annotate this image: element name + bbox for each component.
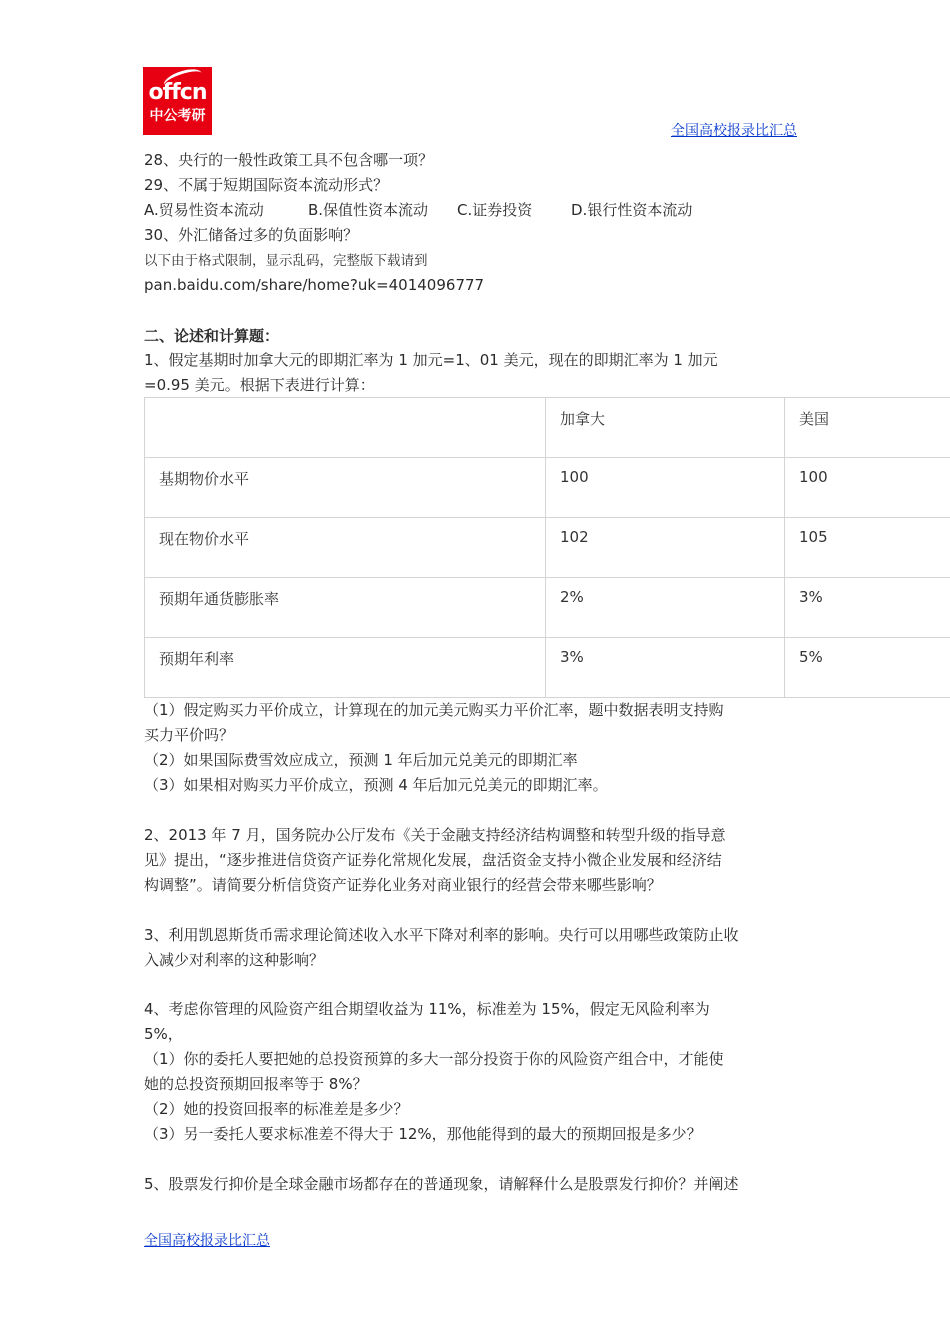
table-cell: 105: [785, 518, 950, 578]
problem-1-sub-2: （2）如果国际费雪效应成立，预测 1 年后加元兑美元的即期汇率: [144, 751, 578, 769]
table-cell: 100: [785, 458, 950, 518]
problem-2-line-2: 见》提出，“逐步推进信贷资产证券化常规化发展，盘活资金支持小微企业发展和经济结: [144, 851, 722, 869]
table-row: [145, 518, 950, 578]
problem-4-sub-3: （3）另一委托人要求标准差不得大于 12%，那他能得到的最大的预期回报是多少？: [144, 1125, 702, 1143]
table-row: [145, 638, 950, 698]
problem-1-line-2: =0.95 美元。根据下表进行计算：: [144, 376, 375, 394]
problem-5-line-1: 5、股票发行抑价是全球金融市场都存在的普通现象，请解释什么是股票发行抑价？并阐述: [144, 1175, 739, 1193]
table-cell: 预期年通货膨胀率: [145, 578, 546, 638]
table-cell: 预期年利率: [145, 638, 546, 698]
problem-1-sub-3: （3）如果相对购买力平价成立，预测 4 年后加元兑美元的即期汇率。: [144, 776, 608, 794]
logo-text-en: offcn: [148, 80, 207, 105]
table-cell: 100: [546, 458, 785, 518]
problem-3-line-2: 入减少对利率的这种影响？: [144, 951, 325, 969]
problem-1-sub-1-line-1: （1）假定购买力平价成立，计算现在的加元美元购买力平价汇率，题中数据表明支持购: [144, 701, 724, 719]
problem-4-sub-2: （2）她的投资回报率的标准差是多少？: [144, 1100, 409, 1118]
price-rate-table: [144, 397, 950, 698]
download-notice: 以下由于格式限制，显示乱码，完整版下载请到: [144, 253, 428, 269]
table-row: [145, 458, 950, 518]
table-header-cell: 美国: [785, 398, 950, 458]
problem-4-line-2: 5%，: [144, 1025, 183, 1043]
q29-option-c: C.证券投资: [457, 201, 533, 219]
q29-option-a: A.贸易性资本流动: [144, 201, 264, 219]
table-cell: 102: [546, 518, 785, 578]
table-row: [145, 578, 950, 638]
table-cell: 3%: [785, 578, 950, 638]
problem-4-line-1: 4、考虑你管理的风险资产组合期望收益为 11%，标准差为 15%，假定无风险利率为: [144, 1000, 710, 1018]
section-heading: 二、论述和计算题：: [144, 327, 280, 345]
problem-2-line-1: 2、2013 年 7 月，国务院办公厅发布《关于金融支持经济结构调整和转型升级的指导意: [144, 826, 726, 844]
q29-option-d: D.银行性资本流动: [571, 201, 693, 219]
problem-1-line-1: 1、假定基期时加拿大元的即期汇率为 1 加元=1、01 美元，现在的即期汇率为 1 加元: [144, 351, 718, 369]
header-link[interactable]: 全国高校报录比汇总: [671, 123, 797, 139]
question-29: 29、不属于短期国际资本流动形式？: [144, 176, 389, 194]
question-28: 28、央行的一般性政策工具不包含哪一项？: [144, 151, 434, 169]
problem-4-sub-1-line-1: （1）你的委托人要把她的总投资预算的多大一部分投资于你的风险资产组合中，才能使: [144, 1050, 724, 1068]
table-cell: 2%: [546, 578, 785, 638]
download-url: pan.baidu.com/share/home?uk=4014096777: [144, 276, 485, 294]
table-header-cell: [145, 398, 546, 458]
table-cell: 现在物价水平: [145, 518, 546, 578]
q29-option-b: B.保值性资本流动: [308, 201, 429, 219]
footer-link[interactable]: 全国高校报录比汇总: [144, 1233, 270, 1249]
question-30: 30、外汇储备过多的负面影响？: [144, 226, 359, 244]
problem-1-sub-1-line-2: 买力平价吗？: [144, 726, 235, 744]
table-cell: 基期物价水平: [145, 458, 546, 518]
problem-3-line-1: 3、利用凯恩斯货币需求理论简述收入水平下降对利率的影响。央行可以用哪些政策防止收: [144, 926, 739, 944]
table-header-row: [145, 398, 950, 458]
table-header-cell: 加拿大: [546, 398, 785, 458]
problem-2-line-3: 构调整”。请简要分析信贷资产证券化业务对商业银行的经营会带来哪些影响？: [144, 876, 662, 894]
logo-text-cn: 中公考研: [149, 108, 206, 124]
problem-4-sub-1-line-2: 她的总投资预期回报率等于 8%？: [144, 1075, 368, 1093]
table-cell: 5%: [785, 638, 950, 698]
table-cell: 3%: [546, 638, 785, 698]
offcn-logo: [143, 67, 212, 135]
